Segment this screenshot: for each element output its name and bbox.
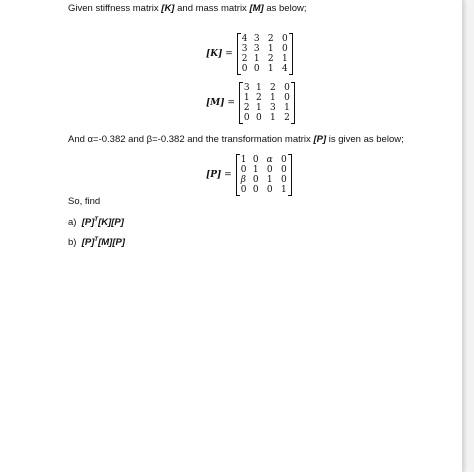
- intro-line: [68, 3, 306, 14]
- matrix-row: [241, 155, 287, 165]
- matrix-cell: 0: [282, 34, 288, 44]
- matrix-cell: 0: [252, 175, 259, 185]
- matrix-row: [244, 103, 290, 113]
- matrix-row: [241, 175, 287, 185]
- matrix-cell: 0: [266, 185, 273, 195]
- matrix-cell: 1: [270, 113, 276, 123]
- matrix-cell: 0: [284, 83, 290, 93]
- matrix-cell: 0: [252, 155, 259, 165]
- matrix-cell: 1: [256, 103, 262, 113]
- matrix-cell: α: [266, 155, 273, 165]
- matrix-cell: 1: [270, 93, 276, 103]
- matrix-cell: 4: [241, 34, 248, 44]
- matrix-row: [244, 83, 290, 93]
- intro-middle: and mass matrix: [174, 3, 250, 14]
- k-matrix-label: [K] =: [206, 49, 233, 59]
- matrix-cell: 2: [267, 34, 274, 44]
- matrix-cell: 0: [252, 185, 259, 195]
- transform-line: [68, 134, 404, 145]
- m-matrix-equation: [206, 82, 295, 124]
- matrix-cell: 0: [284, 93, 290, 103]
- matrix-cell: 4: [282, 64, 288, 74]
- part-a-expr-1: [P]: [81, 217, 95, 228]
- matrix-cell: 3: [270, 103, 276, 113]
- matrix-cell: 1: [267, 64, 274, 74]
- p-matrix: [236, 154, 292, 196]
- matrix-cell: 0: [282, 44, 288, 54]
- matrix-cell: 0: [241, 64, 248, 74]
- matrix-cell: 1: [280, 185, 287, 195]
- p-matrix-name: [P]: [313, 134, 327, 145]
- matrix-cell: β: [240, 175, 246, 185]
- matrix-cell: 3: [253, 34, 260, 44]
- matrix-cell: 0: [240, 165, 247, 175]
- matrix-cell: 3: [243, 83, 250, 93]
- intro-prefix: Given stiffness matrix: [68, 3, 162, 14]
- p-matrix-equation: [206, 154, 292, 196]
- matrix-cell: 3: [241, 44, 248, 54]
- matrix-row: [244, 113, 290, 123]
- matrix-cell: 0: [253, 64, 260, 74]
- part-a-letter: a): [68, 217, 77, 228]
- matrix-cell: 2: [256, 93, 262, 103]
- matrix-cell: 1: [252, 165, 259, 175]
- matrix-cell: 0: [280, 155, 287, 165]
- matrix-cell: 0: [243, 113, 250, 123]
- matrix-cell: 1: [253, 54, 260, 64]
- matrix-row: [241, 165, 287, 175]
- matrix-cell: 1: [282, 54, 288, 64]
- matrix-row: [242, 34, 288, 44]
- part-a-expr-2: [K][P]: [98, 217, 124, 228]
- k-matrix-name: [K]: [161, 3, 175, 14]
- matrix-row: [241, 185, 287, 195]
- m-matrix-label: [M] =: [206, 98, 235, 108]
- k-matrix: [237, 33, 293, 75]
- part-b-expr-1: [P]: [81, 237, 95, 248]
- part-a: [68, 217, 124, 228]
- m-matrix-name: [M]: [249, 3, 264, 14]
- matrix-cell: 2: [284, 113, 290, 123]
- part-b-expr-2: [M][P]: [98, 237, 125, 248]
- part-b: [68, 237, 125, 248]
- matrix-cell: 2: [270, 83, 276, 93]
- matrix-cell: 0: [280, 165, 287, 175]
- matrix-cell: 2: [267, 54, 274, 64]
- matrix-row: [244, 93, 290, 103]
- part-b-letter: b): [68, 237, 77, 248]
- matrix-cell: 0: [280, 175, 287, 185]
- matrix-cell: 2: [241, 54, 248, 64]
- k-matrix-equation: [206, 33, 293, 75]
- p-matrix-label: [P] =: [206, 170, 232, 180]
- matrix-cell: 1: [256, 83, 262, 93]
- matrix-cell: 1: [266, 175, 273, 185]
- m-matrix: [239, 82, 295, 124]
- part-b-sup: T: [94, 237, 99, 243]
- matrix-cell: 2: [243, 103, 250, 113]
- transform-suffix: is given as below;: [326, 134, 404, 145]
- matrix-row: [242, 54, 288, 64]
- part-a-sup: T: [94, 217, 99, 223]
- matrix-cell: 1: [284, 103, 290, 113]
- transform-prefix: And α=-0.382 and β=-0.382 and the transformation matrix: [68, 134, 314, 145]
- matrix-cell: 0: [256, 113, 262, 123]
- matrix-cell: 1: [267, 44, 274, 54]
- matrix-cell: 1: [240, 155, 247, 165]
- matrix-cell: 0: [240, 185, 247, 195]
- matrix-row: [242, 64, 288, 74]
- matrix-row: [242, 44, 288, 54]
- so-find-text: So, find: [68, 196, 101, 207]
- matrix-cell: 1: [243, 93, 250, 103]
- intro-suffix: as below;: [263, 3, 307, 14]
- matrix-cell: 3: [253, 44, 260, 54]
- matrix-cell: 0: [266, 165, 273, 175]
